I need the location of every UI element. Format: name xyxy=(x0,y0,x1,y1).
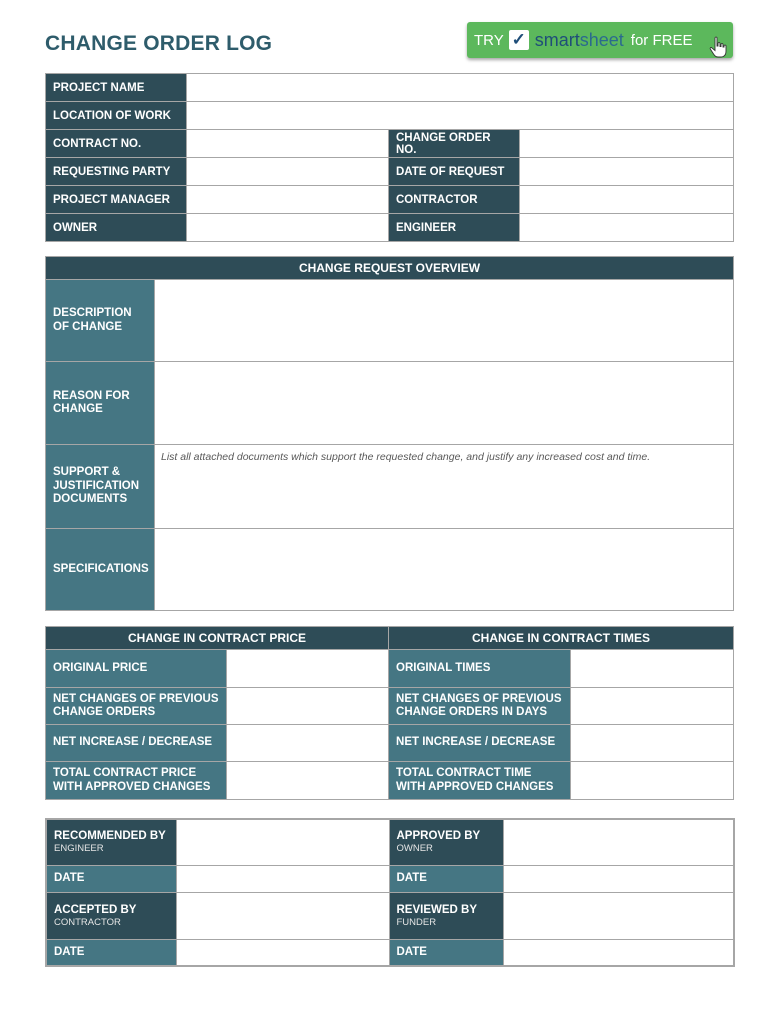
original-times-field[interactable] xyxy=(571,650,734,688)
date-of-request-label: DATE OF REQUEST xyxy=(389,158,520,186)
net-increase-times-label: NET INCREASE / DECREASE xyxy=(389,725,571,762)
net-changes-times-field[interactable] xyxy=(571,688,734,725)
change-order-no-field[interactable] xyxy=(520,130,734,158)
requesting-party-field[interactable] xyxy=(187,158,389,186)
total-price-field[interactable] xyxy=(227,762,389,800)
recommended-date-field[interactable] xyxy=(176,865,389,892)
page-title: CHANGE ORDER LOG xyxy=(45,32,273,55)
reason-for-change-label: REASON FOR CHANGE xyxy=(46,362,155,445)
overview-heading: CHANGE REQUEST OVERVIEW xyxy=(46,257,734,280)
net-increase-price-field[interactable] xyxy=(227,725,389,762)
contract-times-heading: CHANGE IN CONTRACT TIMES xyxy=(389,627,734,650)
requesting-party-label: REQUESTING PARTY xyxy=(46,158,187,186)
location-of-work-label: LOCATION OF WORK xyxy=(46,102,187,130)
owner-label: OWNER xyxy=(46,214,187,242)
total-time-label: TOTAL CONTRACT TIME WITH APPROVED CHANGES xyxy=(389,762,571,800)
project-info-table xyxy=(45,73,734,242)
net-changes-price-field[interactable] xyxy=(227,688,389,725)
promo-try-text: TRY xyxy=(474,31,504,49)
smartsheet-logo: smartsheet xyxy=(534,29,624,50)
contractor-label: CONTRACTOR xyxy=(389,186,520,214)
reviewed-date-field[interactable] xyxy=(503,939,734,966)
reviewed-by-field[interactable] xyxy=(503,892,734,939)
contract-changes-table xyxy=(45,626,734,800)
specifications-label: SPECIFICATIONS xyxy=(46,529,155,611)
approved-date-field[interactable] xyxy=(503,865,734,892)
signatures-table xyxy=(45,818,735,967)
project-name-field[interactable] xyxy=(187,74,734,102)
engineer-field[interactable] xyxy=(520,214,734,242)
change-request-overview-table xyxy=(45,256,734,611)
accepted-by-field[interactable] xyxy=(176,892,389,939)
checkmark-icon: ✓ xyxy=(509,30,529,50)
contract-price-heading: CHANGE IN CONTRACT PRICE xyxy=(46,627,389,650)
location-of-work-field[interactable] xyxy=(187,102,734,130)
recommended-date-label: DATE xyxy=(46,865,176,892)
try-smartsheet-button[interactable] xyxy=(467,22,733,58)
recommended-by-label: RECOMMENDED BY ENGINEER xyxy=(46,819,176,865)
change-order-no-label: CHANGE ORDER NO. xyxy=(389,130,520,158)
approved-date-label: DATE xyxy=(389,865,503,892)
owner-field[interactable] xyxy=(187,214,389,242)
engineer-label: ENGINEER xyxy=(389,214,520,242)
support-documents-label: SUPPORT & JUSTIFICATION DOCUMENTS xyxy=(46,445,155,529)
total-time-field[interactable] xyxy=(571,762,734,800)
hand-pointer-icon xyxy=(709,36,727,58)
total-price-label: TOTAL CONTRACT PRICE WITH APPROVED CHANGES xyxy=(46,762,227,800)
accepted-date-field[interactable] xyxy=(176,939,389,966)
contract-no-field[interactable] xyxy=(187,130,389,158)
original-times-label: ORIGINAL TIMES xyxy=(389,650,571,688)
support-documents-field[interactable]: List all attached documents which support the requested change, and justify any increased cost and time. xyxy=(155,445,734,529)
promo-free-text: for FREE xyxy=(630,31,693,49)
accepted-date-label: DATE xyxy=(46,939,176,966)
original-price-label: ORIGINAL PRICE xyxy=(46,650,227,688)
reviewed-date-label: DATE xyxy=(389,939,503,966)
project-name-label: PROJECT NAME xyxy=(46,74,187,102)
description-of-change-label: DESCRIPTION OF CHANGE xyxy=(46,280,155,362)
accepted-by-label: ACCEPTED BY CONTRACTOR xyxy=(46,892,176,939)
net-increase-price-label: NET INCREASE / DECREASE xyxy=(46,725,227,762)
original-price-field[interactable] xyxy=(227,650,389,688)
specifications-field[interactable] xyxy=(155,529,734,611)
contract-no-label: CONTRACT NO. xyxy=(46,130,187,158)
recommended-by-field[interactable] xyxy=(176,819,389,865)
approved-by-label: APPROVED BY OWNER xyxy=(389,819,503,865)
approved-by-field[interactable] xyxy=(503,819,734,865)
net-increase-times-field[interactable] xyxy=(571,725,734,762)
project-manager-label: PROJECT MANAGER xyxy=(46,186,187,214)
project-manager-field[interactable] xyxy=(187,186,389,214)
net-changes-price-label: NET CHANGES OF PREVIOUS CHANGE ORDERS xyxy=(46,688,227,725)
description-of-change-field[interactable] xyxy=(155,280,734,362)
reviewed-by-label: REVIEWED BY FUNDER xyxy=(389,892,503,939)
reason-for-change-field[interactable] xyxy=(155,362,734,445)
date-of-request-field[interactable] xyxy=(520,158,734,186)
contractor-field[interactable] xyxy=(520,186,734,214)
net-changes-times-label: NET CHANGES OF PREVIOUS CHANGE ORDERS IN DAYS xyxy=(389,688,571,725)
